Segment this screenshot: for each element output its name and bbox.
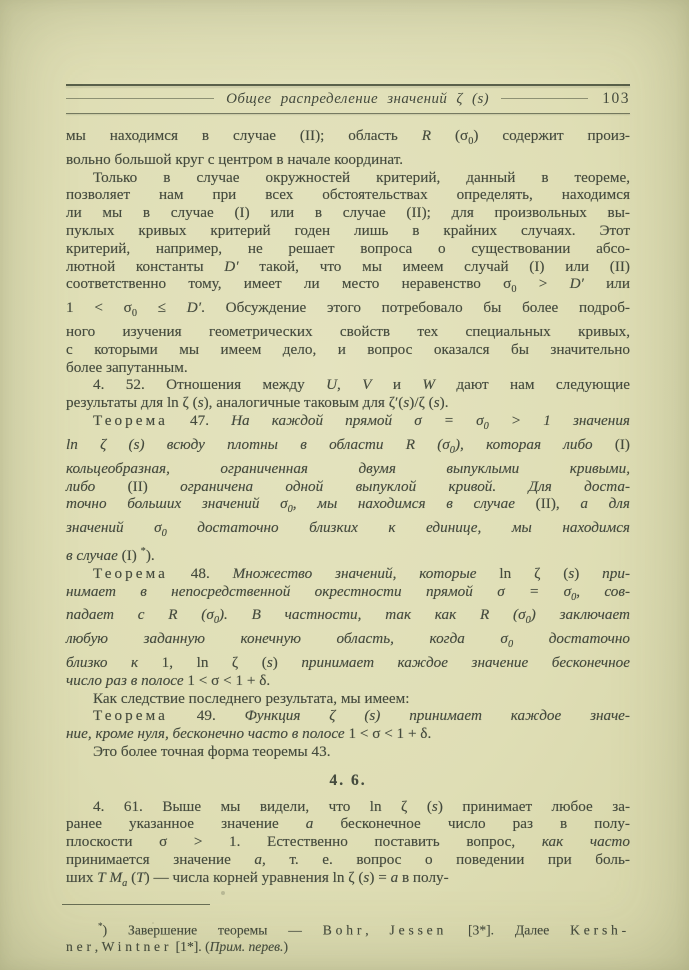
text-line: результаты для ln ζ (s), аналогичные таковым для ζ′(s)/ζ (s). [66,394,449,412]
text-line: вольно большой круг с центром в начале координат. [66,150,404,168]
page-number: 103 [602,90,630,107]
paragraph [66,376,630,412]
text-line: плоскости σ > 1. Естественно поставить вопрос, как часто [66,833,630,851]
paragraph [66,565,630,690]
text-line: 4. 52. Отношения между U, V и W дают нам следующие [93,376,631,394]
text-line: Только в случае окружностей критерий, данный в теореме, [93,168,630,186]
text-line: Это более точная форма теоремы 43. [93,743,331,761]
text-line: Теорема 48. Множество значений, которые ln ζ (s) при- [93,564,630,582]
text-line: значений $\sigma_0$ достаточно близких к единице, мы находимся [66,519,630,540]
text-line: либо (II) ограничена одной выпуклой кривой. Для доста- [66,477,631,495]
text-line: нимает в непосредственной окрестности прямой $\sigma = \sigma_0$, сов- [66,582,630,603]
paragraph [66,798,630,893]
paragraph [66,127,630,169]
running-head-row [66,86,630,111]
text-line: позволяет нам при всех обстоятельствах определять, находимся [66,186,630,204]
text-line: 4. 61. Выше мы видели, что ln ζ (s) принимает любое за- [93,797,631,815]
header-baseline-rule-right [501,98,588,99]
text-line: *) Завершение теоремы — Bohr, Jessen [3*]. Далее Kersh- [98,920,630,938]
page-body [66,127,630,893]
text-line: мы находимся в случае (II); область R $(\sigma_0)$ содержит произ- [66,127,630,148]
text-line: любую заданную конечную область, когда $\sigma_0$ достаточно [66,630,630,651]
text-line: ln ζ (s) всюду плотны в области R $(\sigma_0)$, которая либо (I) [66,435,630,456]
text-line: ли мы в случае (I) или в случае (II); для произвольных вы- [66,204,630,222]
footnote [66,918,630,956]
text-line: Как следствие последнего результата, мы имеем: [93,689,410,707]
paragraph [66,169,630,377]
text-line: $1 < \sigma_0 \le D'$. Обсуждение этого потребовало бы более подроб- [66,299,630,320]
text-line: точно больших значений $\sigma_0$, мы находимся в случае (II), а для [66,495,630,516]
text-line: ранее указанное значение a бесконечное число раз в полу- [66,815,630,833]
text-line: число раз в полосе 1 < σ < 1 + δ. [66,671,271,689]
section-heading: 4. 6. [329,771,367,789]
text-line: Теорема 49. Функция ζ (s) принимает каждое значе- [93,707,630,725]
text-line: падает с R $(\sigma_0)$. В частности, так как R $(\sigma_0)$ заключает [66,606,630,627]
text-line: принимается значение a, т. е. вопрос о поведении при боль- [66,851,630,869]
text-line: с которыми мы имеем дело, и вопрос оказался бы значительно [66,340,630,358]
text-line: в случае (I) *). [66,545,155,565]
page-content [66,84,630,956]
text-line: критерий, например, не решает вопроса о существовании абсо- [66,239,630,257]
text-line: Теорема 47. На каждой прямой $\sigma = \sigma_0 > 1$ значения [93,412,630,433]
text-line: более запутанным. [66,358,188,376]
header-bottom-rule [66,113,630,114]
page-header [66,84,630,114]
text-line: ние, кроме нуля, бесконечно часто в полосе 1 < σ < 1 + δ. [66,725,432,743]
text-line: ших T $M_a$ (T) — числа корней уравнения ln ζ (s) = a в полу- [66,868,449,889]
paragraph [66,743,630,761]
text-line: ner, Wintner [1*]. (Прим. перев.) [66,939,288,955]
text-line: ного изучения геометрических свойств тех специальных кривых, [66,323,630,341]
header-baseline-rule-left [66,98,214,99]
text-line: кольцеобразная, ограниченная двумя выпуклыми кривыми, [66,459,630,477]
paragraph [66,690,630,708]
text-line: соответственно тому, имеет ли место неравенство $\sigma_0 > D'$ или [66,275,630,296]
text-line: близко к 1, ln ζ (s) принимает каждое значение бесконечное [66,654,631,672]
text-line: пуклых кривых критерий годен лишь в крайних случаях. Этот [66,222,630,240]
running-title: Общее распределение значений ζ (s) [226,91,490,107]
paragraph [66,707,630,743]
paragraph [66,412,630,565]
footnote-rule [62,904,210,905]
text-line: лютной константы D′ такой, что мы имеем случай (I) или (II) [66,257,630,275]
